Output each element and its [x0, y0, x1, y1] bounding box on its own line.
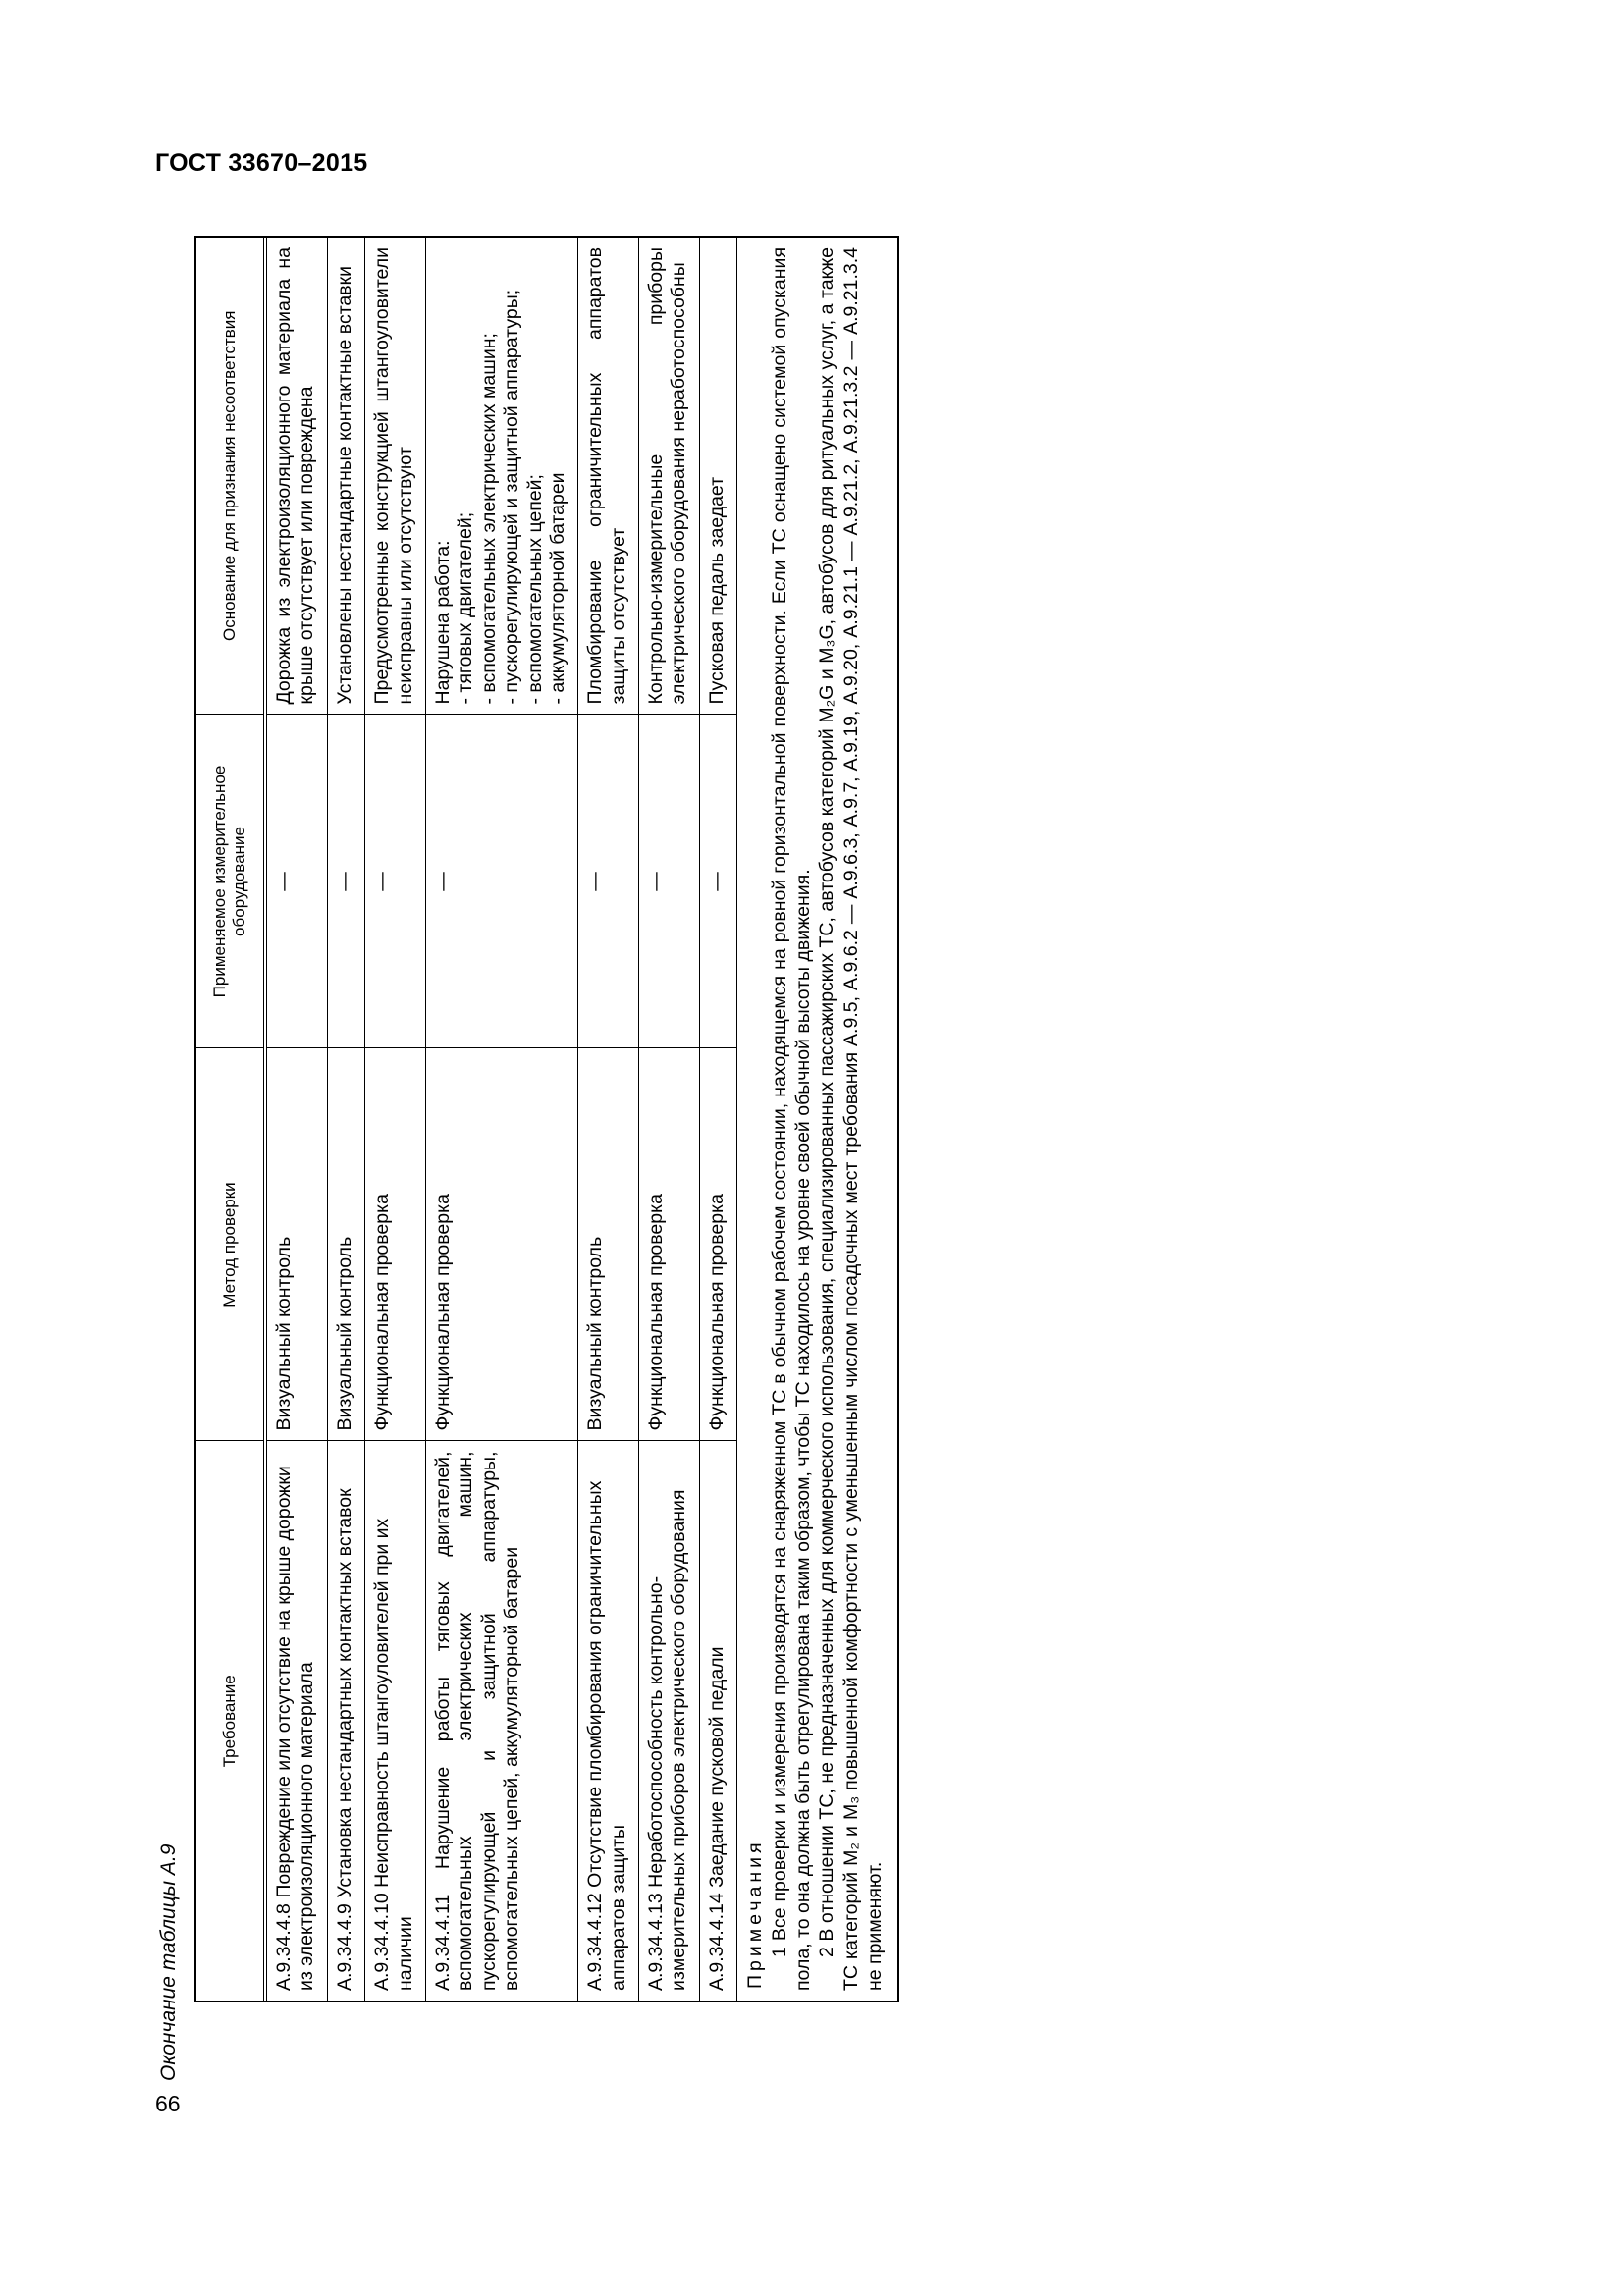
cell-requirement: А.9.34.4.9 Установка нестандартных контактных вставок	[327, 1441, 364, 2001]
cell-equipment: —	[639, 715, 700, 1048]
page-number: 66	[155, 2091, 181, 2116]
basis-line: - тяговых двигателей;	[455, 511, 477, 705]
basis-line: - пускорегулирующей и защитной аппаратуры;	[501, 289, 523, 705]
document-title: ГОСТ 33670–2015	[155, 149, 368, 177]
header-requirement: Требование	[196, 1441, 265, 2001]
cell-basis	[425, 238, 577, 715]
header-equipment: Применяемое измерительное оборудование	[196, 715, 265, 1048]
basis-line: - аккумуляторной батареи	[546, 472, 568, 705]
note-2: 2 В отношении ТС, не предназначенных для коммерческого использования, специализированных пассажирских ТС, автобусов категорий M₂G и M₃G, автобусов для ритуальных услуг, а также ТС категорий M₂ и M₃ повышенной комфортности с уменьшенным числом посадочных мест требования А.9.5, А.9.6.2 — А.9.6.3, А.9.7, А.9.19, А.9.20, А.9.21.1 — А.9.21.2, А.9.21.3.2 — А.9.21.3.4 не применяют.	[816, 247, 887, 1991]
cell-method: Функциональная проверка	[699, 1048, 736, 1441]
cell-method: Функциональная проверка	[639, 1048, 700, 1441]
cell-basis: Установлены нестандартные контактные вставки	[327, 238, 364, 715]
cell-requirement: А.9.34.4.11 Нарушение работы тяговых двигателей, вспомогательных электрических машин, пускорегулирующей и защитной аппаратуры, вспомогательных цепей, аккумуляторной батареи	[425, 1441, 577, 2001]
cell-requirement: А.9.34.4.12 Отсутствие пломбирования ограничительных аппаратов защиты	[578, 1441, 639, 2001]
table-caption: Окончание таблицы А.9	[157, 1843, 180, 2081]
table-row	[578, 238, 639, 2001]
cell-basis: Контрольно-измерительные приборы электрического оборудования неработоспособны	[639, 238, 700, 715]
table-header-row	[196, 238, 265, 2001]
cell-requirement: А.9.34.4.14 Заедание пусковой педали	[699, 1441, 736, 2001]
table-row	[699, 238, 736, 2001]
header-method: Метод проверки	[196, 1048, 265, 1441]
table-row	[327, 238, 364, 2001]
note-1: 1 Все проверки и измерения производятся на снаряженном ТС в обычном рабочем состоянии, находящемся на ровной горизонтальной поверхности. Если ТС оснащено системой опускания пола, то она должна быть отрегулирована таким образом, чтобы ТС находилось на уровне своей обычной высоты движения.	[768, 247, 814, 1991]
requirements-table	[196, 238, 737, 2001]
cell-method: Функциональная проверка	[425, 1048, 577, 1441]
notes-header: Примечания	[744, 1839, 767, 1989]
table-row	[425, 238, 577, 2001]
cell-equipment: —	[578, 715, 639, 1048]
cell-basis: Дорожка из электроизоляционного материала на крыше отсутствует или повреждена	[265, 238, 327, 715]
header-basis: Основание для признания несоответствия	[196, 238, 265, 715]
cell-equipment: —	[327, 715, 364, 1048]
cell-requirement: А.9.34.4.13 Неработоспособность контрольно-измерительных приборов электрического оборудования	[639, 1441, 700, 2001]
cell-equipment: —	[365, 715, 426, 1048]
cell-requirement: А.9.34.4.10 Неисправность штангоуловителей при их наличии	[365, 1441, 426, 2001]
cell-basis: Пломбирование ограничительных аппаратов защиты отсутствует	[578, 238, 639, 715]
cell-equipment: —	[699, 715, 736, 1048]
table-row	[639, 238, 700, 2001]
basis-line: - вспомогательных электрических машин;	[477, 333, 500, 705]
rotated-table-block	[157, 216, 1139, 2081]
table-row	[265, 238, 327, 2001]
table-frame	[194, 236, 899, 2002]
cell-basis: Пусковая педаль заедает	[699, 238, 736, 715]
cell-method: Функциональная проверка	[365, 1048, 426, 1441]
cell-basis: Предусмотренные конструкцией штангоуловители неисправны или отсутствуют	[365, 238, 426, 715]
cell-equipment: —	[265, 715, 327, 1048]
cell-method: Визуальный контроль	[578, 1048, 639, 1441]
cell-equipment: —	[425, 715, 577, 1048]
table-row	[365, 238, 426, 2001]
basis-line: Нарушена работа:	[431, 540, 454, 705]
cell-method: Визуальный контроль	[265, 1048, 327, 1441]
cell-method: Визуальный контроль	[327, 1048, 364, 1441]
cell-requirement: А.9.34.4.8 Повреждение или отсутствие на крыше дорожки из электроизоляционного материала	[265, 1441, 327, 2001]
basis-line: - вспомогательных цепей;	[523, 474, 546, 705]
table-notes	[737, 238, 896, 2001]
